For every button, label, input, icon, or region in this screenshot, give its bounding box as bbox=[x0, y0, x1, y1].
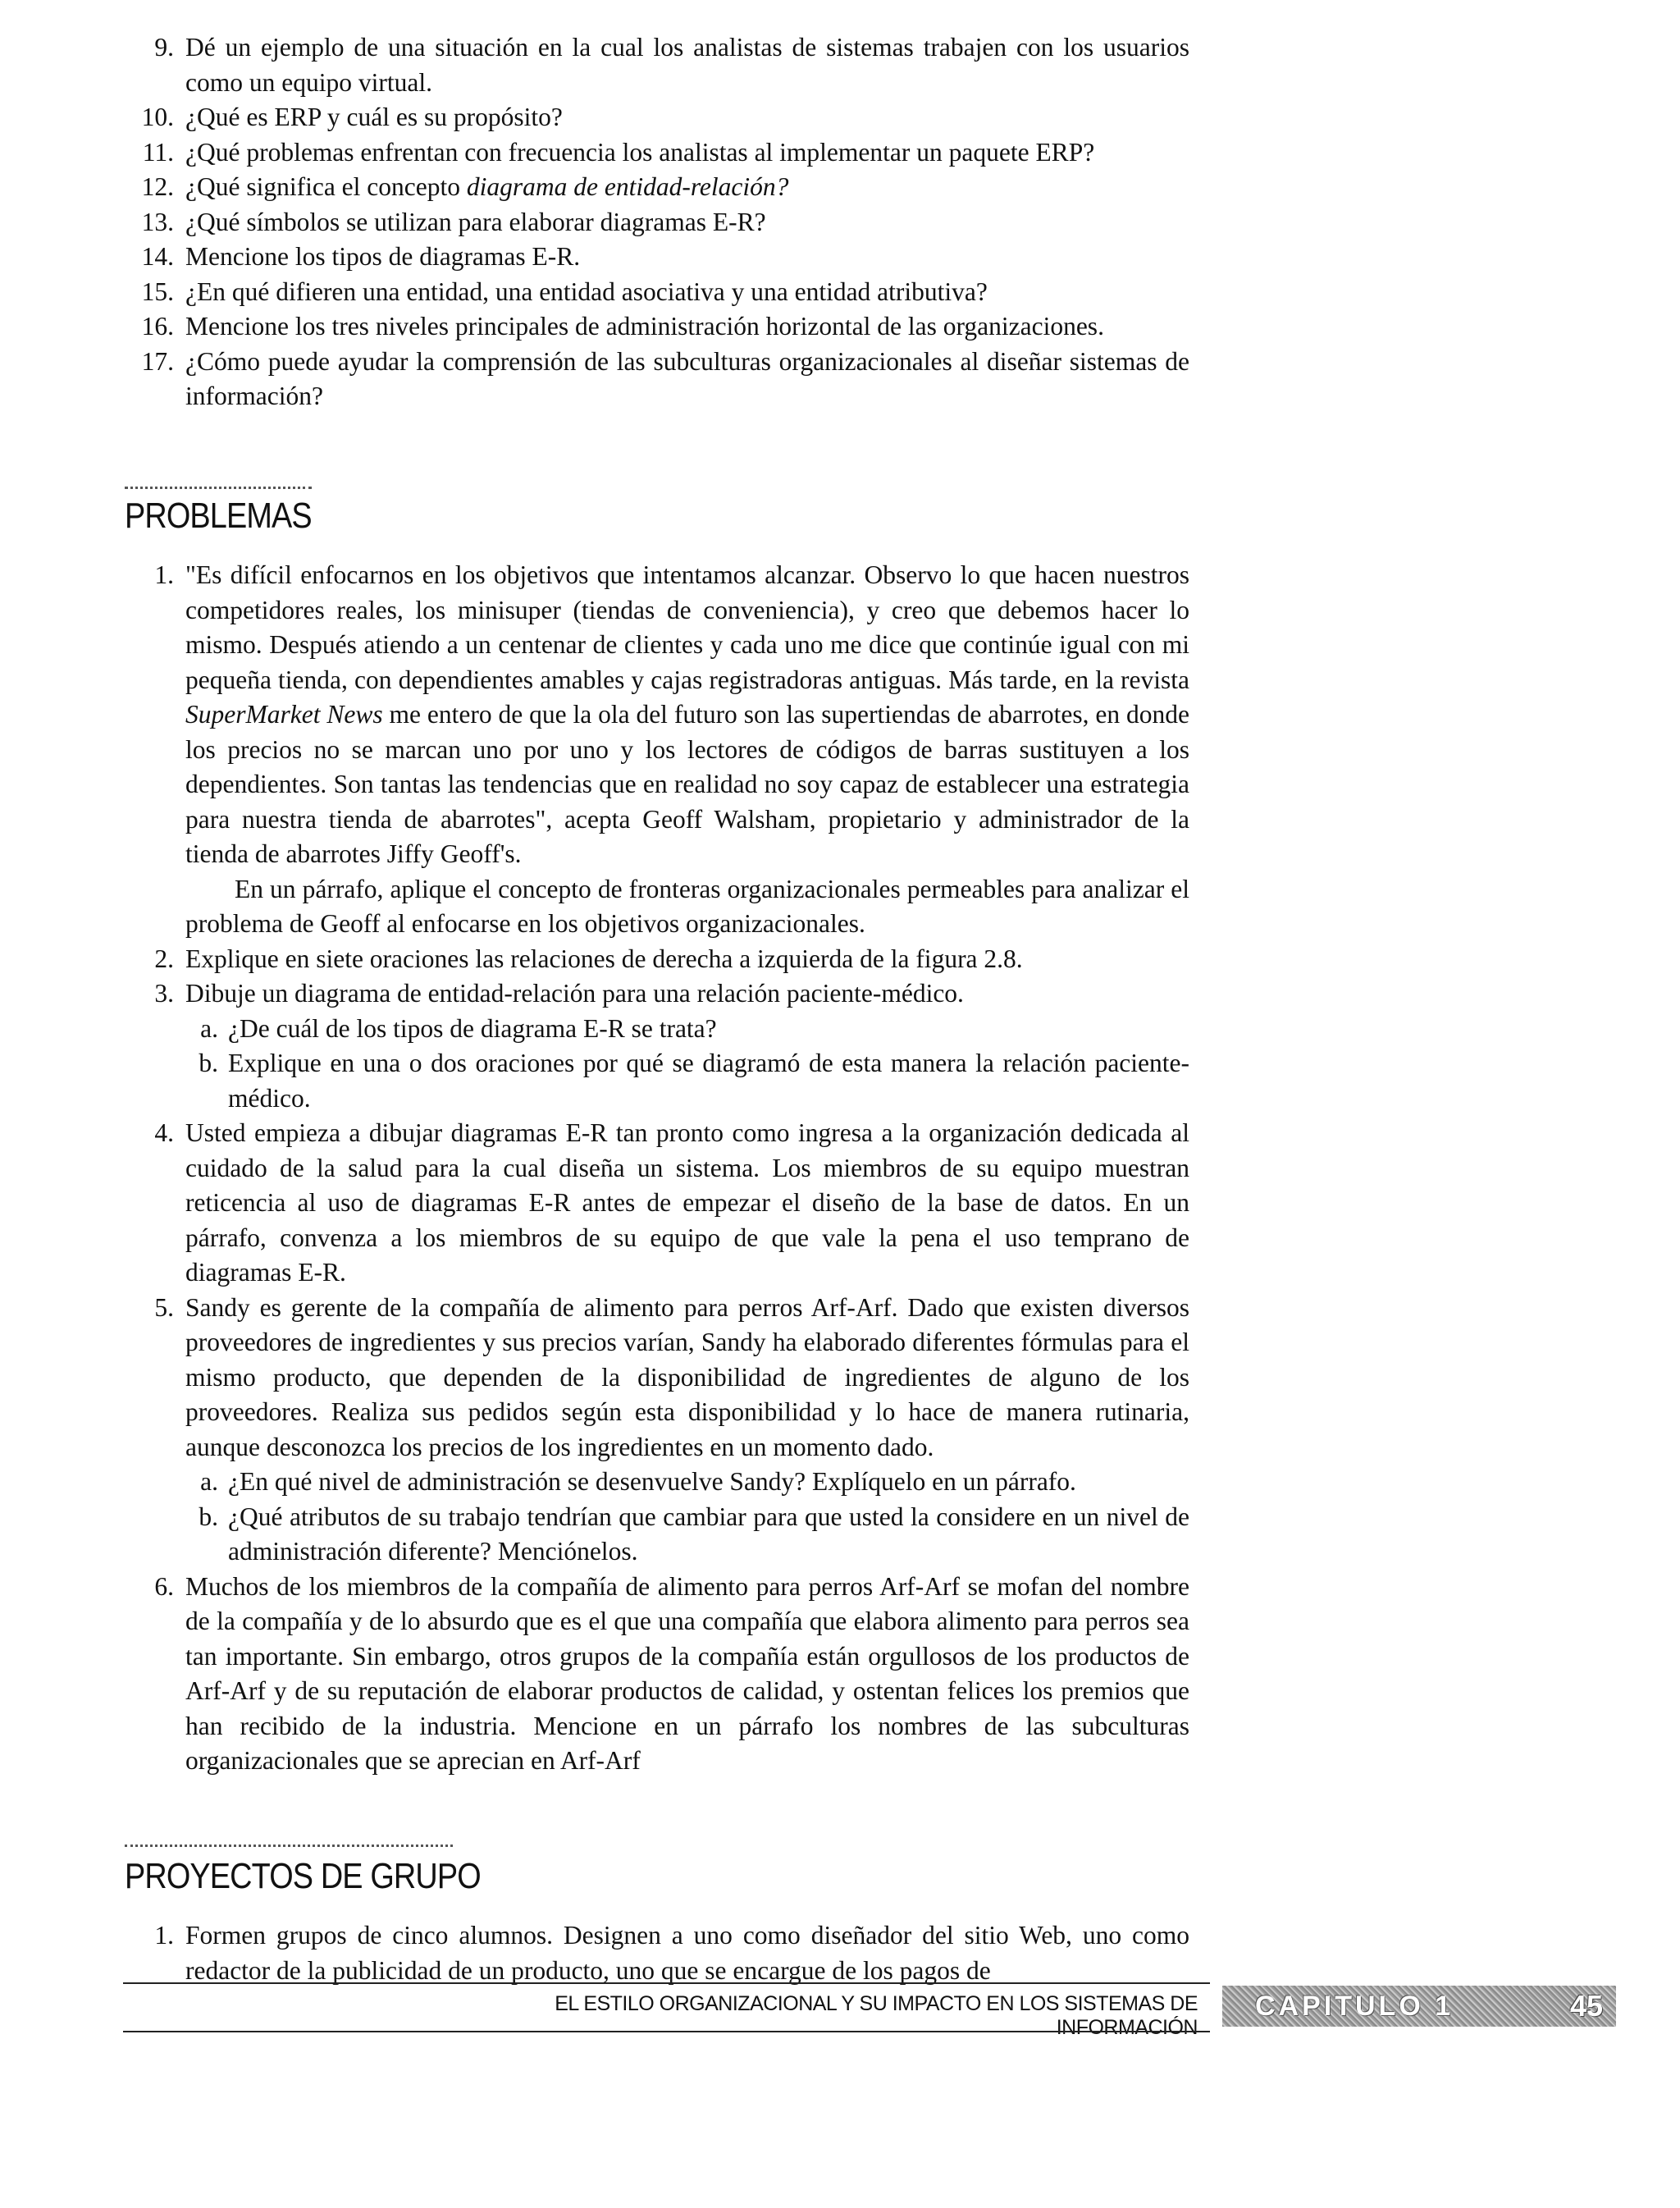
section-heading-proyectos: PROYECTOS DE GRUPO bbox=[125, 1856, 481, 1896]
question-text: ¿Cómo puede ayudar la comprensión de las subculturas organizacionales al diseñar sistemas de información? bbox=[185, 346, 1189, 410]
problem-text: Dibuje un diagrama de entidad-relación para una relación paciente-médico. bbox=[185, 979, 964, 1008]
sub-letter: a. bbox=[200, 1013, 218, 1043]
question-item bbox=[123, 345, 1189, 414]
problem-item bbox=[123, 558, 1189, 872]
problem-text-part: "Es difícil enfocarnos en los objetivos que intentamos alcanzar. Observo lo que hacen nuestros competidores reales, los minisuper (tiendas de conveniencia), y creo que debemos hacer lo mismo. Después atiendo a un centenar de clientes y cada uno me dice que continúe igual con mi pequeña tienda, con dependientes amables y cajas registradoras antiguas. Más tarde, en la revista bbox=[185, 560, 1189, 694]
question-number: 13. bbox=[141, 207, 174, 236]
review-questions bbox=[123, 30, 1189, 414]
problems-list bbox=[123, 558, 1189, 1779]
question-item bbox=[123, 170, 1189, 205]
question-text bbox=[185, 170, 1189, 205]
sub-item bbox=[123, 1012, 1189, 1047]
question-item bbox=[123, 135, 1189, 171]
problem-item bbox=[123, 976, 1189, 1012]
question-text: ¿Qué es ERP y cuál es su propósito? bbox=[185, 103, 563, 131]
problem-number: 2. bbox=[154, 944, 174, 973]
question-text: Mencione los tres niveles principales de administración horizontal de las organizaciones. bbox=[185, 312, 1104, 341]
question-item bbox=[123, 100, 1189, 135]
question-number: 12. bbox=[141, 172, 174, 201]
footer-rule-top bbox=[123, 1982, 1210, 1984]
problem-instruction: En un párrafo, aplique el concepto de fronteras organizacionales permeables para analizar el problema de Geoff al enfocarse en los objetivos organizacionales. bbox=[185, 874, 1189, 938]
problem-number: 4. bbox=[154, 1118, 174, 1147]
problem-item bbox=[123, 1116, 1189, 1291]
magazine-title: SuperMarket News bbox=[185, 700, 383, 729]
question-item bbox=[123, 275, 1189, 310]
question-number: 17. bbox=[141, 346, 174, 376]
sub-item bbox=[123, 1046, 1189, 1116]
chapter-page-band bbox=[1222, 1986, 1616, 2027]
problem-number: 5. bbox=[154, 1292, 174, 1322]
sub-letter: a. bbox=[200, 1467, 218, 1496]
sub-letter: b. bbox=[199, 1502, 218, 1531]
problem-number: 1. bbox=[154, 560, 174, 589]
question-number: 14. bbox=[141, 242, 174, 271]
problem-text-part: me entero de que la ola del futuro son las supertiendas de abarrotes, en donde los precios no se marcan uno por uno y los lectores de códigos de barras sustituyen a los dependientes. Son tantas las tendencias que en realidad no soy capaz de establecer una estrategia para nuestra tienda de abarrotes", acepta Geoff Walsham, propietario y administrador de la tienda de abarrotes Jiffy Geoff's. bbox=[185, 700, 1189, 868]
footer-running-title: EL ESTILO ORGANIZACIONAL Y SU IMPACTO EN LOS SISTEMAS DE INFORMACIÓN bbox=[555, 1992, 1198, 2039]
section-divider bbox=[125, 487, 312, 489]
sub-text: ¿Qué atributos de su trabajo tendrían que cambiar para que usted la considere en un nivel de administración diferente? Menciónelos. bbox=[228, 1502, 1189, 1566]
question-number: 11. bbox=[142, 137, 174, 167]
sub-item bbox=[123, 1500, 1189, 1570]
problem-text: Usted empieza a dibujar diagramas E-R tan pronto como ingresa a la organización dedicada al cuidado de la salud para la cual diseña un sistema. Los miembros de su equipo muestran reticencia al uso de diagramas E-R antes de empezar el diseño de la base de datos. En un párrafo, convenza a los miembros de su equipo de que vale la pena el uso temprano de diagramas E-R. bbox=[185, 1118, 1189, 1287]
section-divider bbox=[125, 1845, 453, 1847]
sub-item bbox=[123, 1465, 1189, 1500]
question-text: ¿Qué problemas enfrentan con frecuencia los analistas al implementar un paquete ERP? bbox=[185, 137, 1095, 167]
sub-text: ¿En qué nivel de administración se desenvuelve Sandy? Explíquelo en un párrafo. bbox=[228, 1467, 1076, 1496]
question-text: Dé un ejemplo de una situación en la cual los analistas de sistemas trabajen con los usuarios como un equipo virtual. bbox=[185, 33, 1189, 97]
question-number: 16. bbox=[141, 312, 174, 341]
problem-text: Sandy es gerente de la compañía de alimento para perros Arf-Arf. Dado que existen diversos proveedores de ingredientes y sus precios varían, Sandy ha elaborado diferentes fórmulas para el mismo producto, que dependen de la disponibilidad de ingredientes de alguno de los proveedores. Realiza sus pedidos según esta disponibilidad y lo hace de manera rutinaria, aunque desconozca los precios de los ingredientes en un momento dado. bbox=[185, 1292, 1189, 1461]
problem-item bbox=[123, 1570, 1189, 1779]
question-item bbox=[123, 309, 1189, 345]
group-projects-list bbox=[123, 1918, 1189, 1988]
question-item bbox=[123, 240, 1189, 275]
question-number: 10. bbox=[141, 103, 174, 131]
page-number: 45 bbox=[1569, 1989, 1603, 2023]
question-number: 9. bbox=[154, 33, 174, 62]
question-text: ¿Qué símbolos se utilizan para elaborar diagramas E-R? bbox=[185, 207, 766, 236]
question-item bbox=[123, 205, 1189, 240]
sub-letter: b. bbox=[199, 1049, 218, 1077]
sub-text: Explique en una o dos oraciones por qué se diagramó de esta manera la relación paciente-médico. bbox=[228, 1049, 1189, 1113]
problem-text: Muchos de los miembros de la compañía de alimento para perros Arf-Arf se mofan del nombre de la compañía y de lo absurdo que es el que una compañía que elabora alimento para perros sea tan importante. Sin embargo, otros grupos de la compañía están orgullosos de los productos de Arf-Arf y de su reputación de elaborar productos de calidad, y ostentan felices los premios que han recibido de la industria. Mencione en un párrafo los nombres de las subculturas organizacionales que se aprecian en Arf-Arf bbox=[185, 1571, 1189, 1775]
sub-text: ¿De cuál de los tipos de diagrama E-R se trata? bbox=[228, 1013, 717, 1043]
question-text-italic: diagrama de entidad-relación? bbox=[466, 172, 789, 201]
section-heading-problemas: PROBLEMAS bbox=[125, 496, 312, 536]
problem-item bbox=[123, 942, 1189, 977]
chapter-label: CAPITULO 1 bbox=[1255, 1990, 1454, 2022]
problem-item bbox=[123, 1291, 1189, 1465]
project-number: 1. bbox=[154, 1921, 174, 1950]
footer-rule-bottom bbox=[123, 2031, 1210, 2032]
problem-text bbox=[185, 558, 1189, 872]
question-text: ¿En qué difieren una entidad, una entidad asociativa y una entidad atributiva? bbox=[185, 277, 988, 306]
project-item bbox=[123, 1918, 1189, 1988]
project-text: Formen grupos de cinco alumnos. Designen a uno como diseñador del sitio Web, uno como redactor de la publicidad de un producto, uno que se encargue de los pagos de bbox=[185, 1921, 1189, 1985]
question-text: Mencione los tipos de diagramas E-R. bbox=[185, 242, 581, 271]
problem-number: 3. bbox=[154, 979, 174, 1008]
problem-number: 6. bbox=[154, 1571, 174, 1601]
question-item bbox=[123, 30, 1189, 100]
question-number: 15. bbox=[141, 277, 174, 306]
question-text-plain: ¿Qué significa el concepto bbox=[185, 172, 467, 201]
problem-text: Explique en siete oraciones las relaciones de derecha a izquierda de la figura 2.8. bbox=[185, 944, 1023, 973]
